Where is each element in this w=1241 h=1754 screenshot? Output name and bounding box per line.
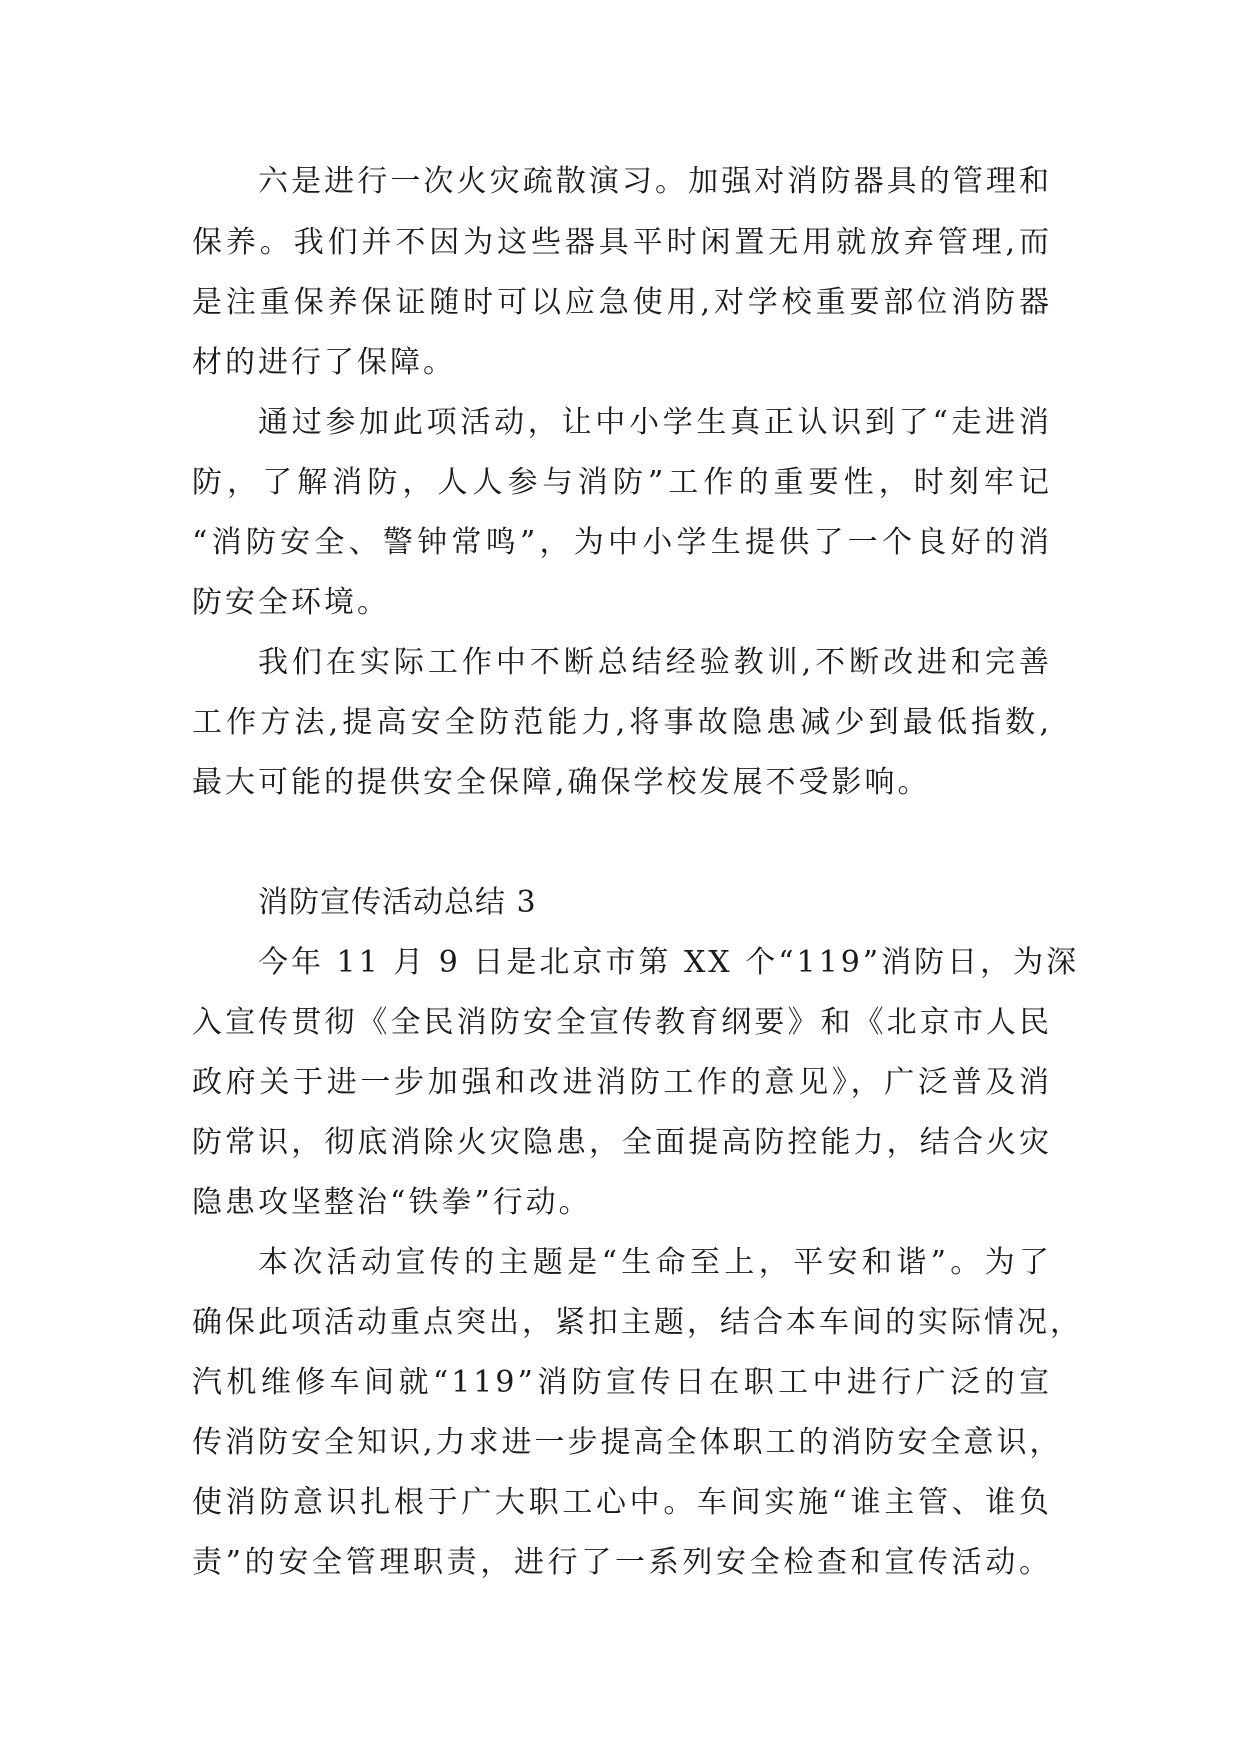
section-paragraph-2-line-1: 本次活动宣传的主题是“生命至上，平安和谐”。为了 xyxy=(258,1245,1052,1280)
section-paragraph-1-line-3: 政府关于进一步加强和改进消防工作的意见》，广泛普及消 xyxy=(192,1065,1052,1100)
section-paragraph-1-line-1: 今年 11 月 9 日是北京市第 XX 个“119”消防日，为深 xyxy=(258,945,1080,980)
paragraph-2-line-1: 通过参加此项活动，让中小学生真正认识到了“走进消 xyxy=(258,405,1052,440)
section-paragraph-2-line-5: 使消防意识扎根于广大职工心中。车间实施“谁主管、谁负 xyxy=(192,1485,1052,1520)
paragraph-2-line-4: 防安全环境。 xyxy=(192,585,390,620)
paragraph-1-line-3: 是注重保养保证随时可以应急使用,对学校重要部位消防器 xyxy=(192,285,1052,320)
paragraph-1-line-4: 材的进行了保障。 xyxy=(192,345,456,380)
paragraph-1-line-2: 保养。我们并不因为这些器具平时闲置无用就放弃管理,而 xyxy=(192,225,1052,260)
section-paragraph-1-line-4: 防常识，彻底消除火灾隐患，全面提高防控能力，结合火灾 xyxy=(192,1125,1052,1160)
paragraph-2-line-2: 防，了解消防，人人参与消防”工作的重要性，时刻牢记 xyxy=(192,465,1052,500)
paragraph-2-line-3: “消防安全、警钟常鸣”，为中小学生提供了一个良好的消 xyxy=(192,525,1052,560)
section-paragraph-1-line-5: 隐患攻坚整治“铁拳”行动。 xyxy=(192,1185,592,1220)
section-paragraph-2-line-2: 确保此项活动重点突出，紧扣主题，结合本车间的实际情况， xyxy=(192,1305,1083,1340)
paragraph-3-line-3: 最大可能的提供安全保障,确保学校发展不受影响。 xyxy=(192,765,931,800)
section-paragraph-2-line-4: 传消防安全知识,力求进一步提高全体职工的消防安全意识， xyxy=(192,1425,1063,1460)
paragraph-3-line-1: 我们在实际工作中不断总结经验教训,不断改进和完善 xyxy=(258,645,1052,680)
section-paragraph-1-line-2: 入宣传贯彻《全民消防安全宣传教育纲要》和《北京市人民 xyxy=(192,1005,1052,1040)
section-heading: 消防宣传活动总结 3 xyxy=(258,885,537,920)
section-paragraph-2-line-3: 汽机维修车间就“119”消防宣传日在职工中进行广泛的宣 xyxy=(192,1365,1052,1400)
paragraph-1-line-1: 六是进行一次火灾疏散演习。加强对消防器具的管理和 xyxy=(258,164,1052,199)
section-paragraph-2-line-6: 责”的安全管理职责，进行了一系列安全检查和宣传活动。 xyxy=(192,1545,1052,1580)
paragraph-3-line-2: 工作方法,提高安全防范能力,将事故隐患减少到最低指数, xyxy=(192,705,1052,740)
